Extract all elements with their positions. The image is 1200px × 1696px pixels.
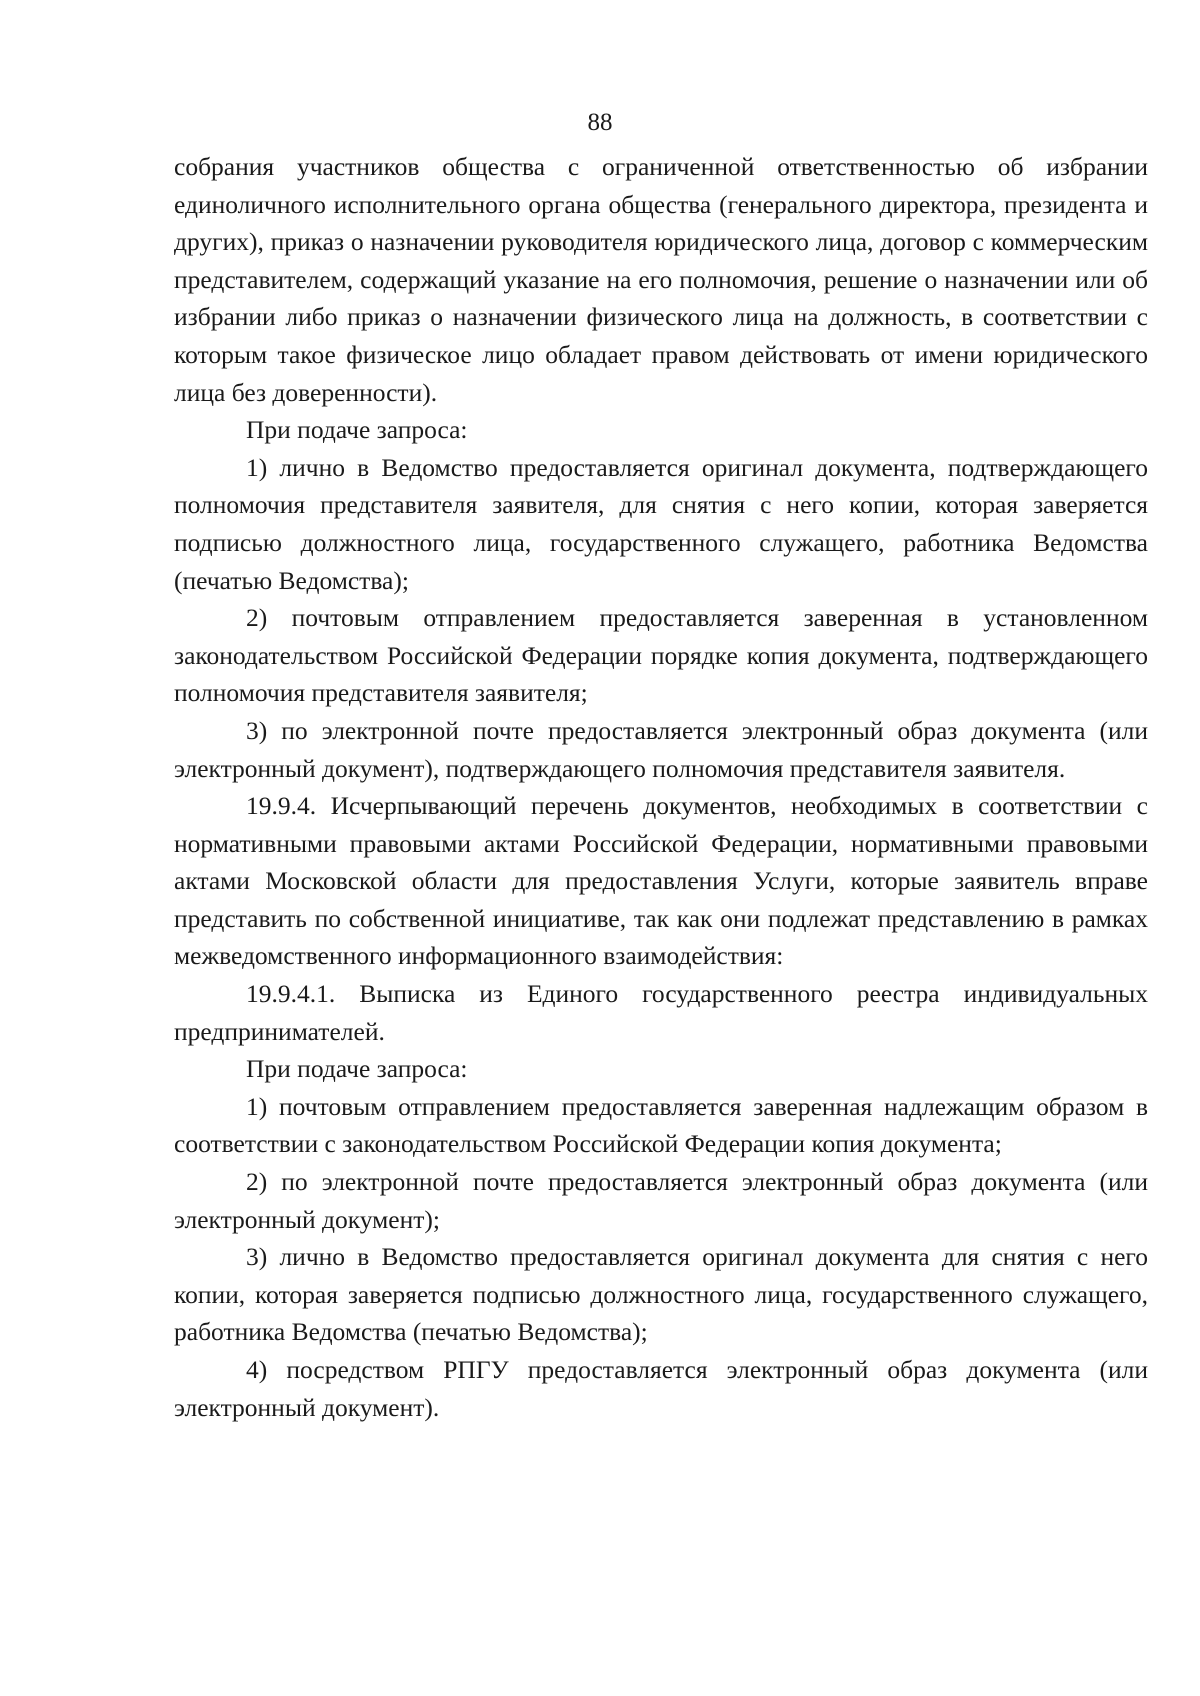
paragraph-list-item: 1) лично в Ведомство предоставляется оригинал документа, подтверждающего полномочия представителя заявителя, для снятия с него копии, которая заверяется подписью должностного лица, государственного служащего, работника Ведомства (печатью Ведомства);: [174, 452, 1148, 595]
paragraph-request-heading: При подаче запроса:: [246, 1054, 468, 1084]
paragraph-request-heading: При подаче запроса:: [246, 415, 468, 445]
paragraph-list-item: 4) посредством РПГУ предоставляется электронный образ документа (или электронный документ).: [174, 1355, 1148, 1422]
paragraph-authority-documents: собрания участников общества с ограниченной ответственностью об избрании единоличного исполнительного органа общества (генерального директора, президента и других), приказ о назначении руководителя юридического лица, договор с коммерческим представителем, содержащий указание на его полномочия, решение о назначении или об избрании либо приказ о назначении физического лица на должность, в соответствии с которым такое физическое лицо обладает правом действовать от имени юридического лица без доверенности).: [174, 152, 1148, 407]
page-number: 88: [587, 109, 613, 136]
paragraph-list-item: 1) почтовым отправлением предоставляется заверенная надлежащим образом в соответствии с законодательством Российской Федерации копия документа;: [174, 1091, 1148, 1159]
paragraph-list-item: 3) по электронной почте предоставляется электронный образ документа (или электронный документ), подтверждающего полномочия представителя заявителя.: [174, 715, 1148, 783]
paragraph-list-item: 2) почтовым отправлением предоставляется заверенная в установленном законодательством Российской Федерации порядке копия документа, подтверждающего полномочия представителя заявителя;: [174, 603, 1148, 708]
paragraph-list-item: 2) по электронной почте предоставляется электронный образ документа (или электронный документ);: [174, 1167, 1148, 1234]
paragraph-list-item: 3) лично в Ведомство предоставляется оригинал документа для снятия с него копии, которая заверяется подписью должностного лица, государственного служащего, работника Ведомства (печатью Ведомства);: [174, 1242, 1148, 1347]
paragraph-section-19-9-4: 19.9.4. Исчерпывающий перечень документов, необходимых в соответствии с нормативными правовыми актами Российской Федерации, нормативными правовыми актами Московской области для предоставления Услуги, которые заявитель вправе представить по собственной инициативе, так как они подлежат представлению в рамках межведомственного информационного взаимодействия:: [174, 791, 1148, 971]
paragraph-section-19-9-4-1: 19.9.4.1. Выписка из Единого государственного реестра индивидуальных предпринимателей.: [174, 979, 1148, 1046]
document-body: [174, 148, 1148, 1426]
